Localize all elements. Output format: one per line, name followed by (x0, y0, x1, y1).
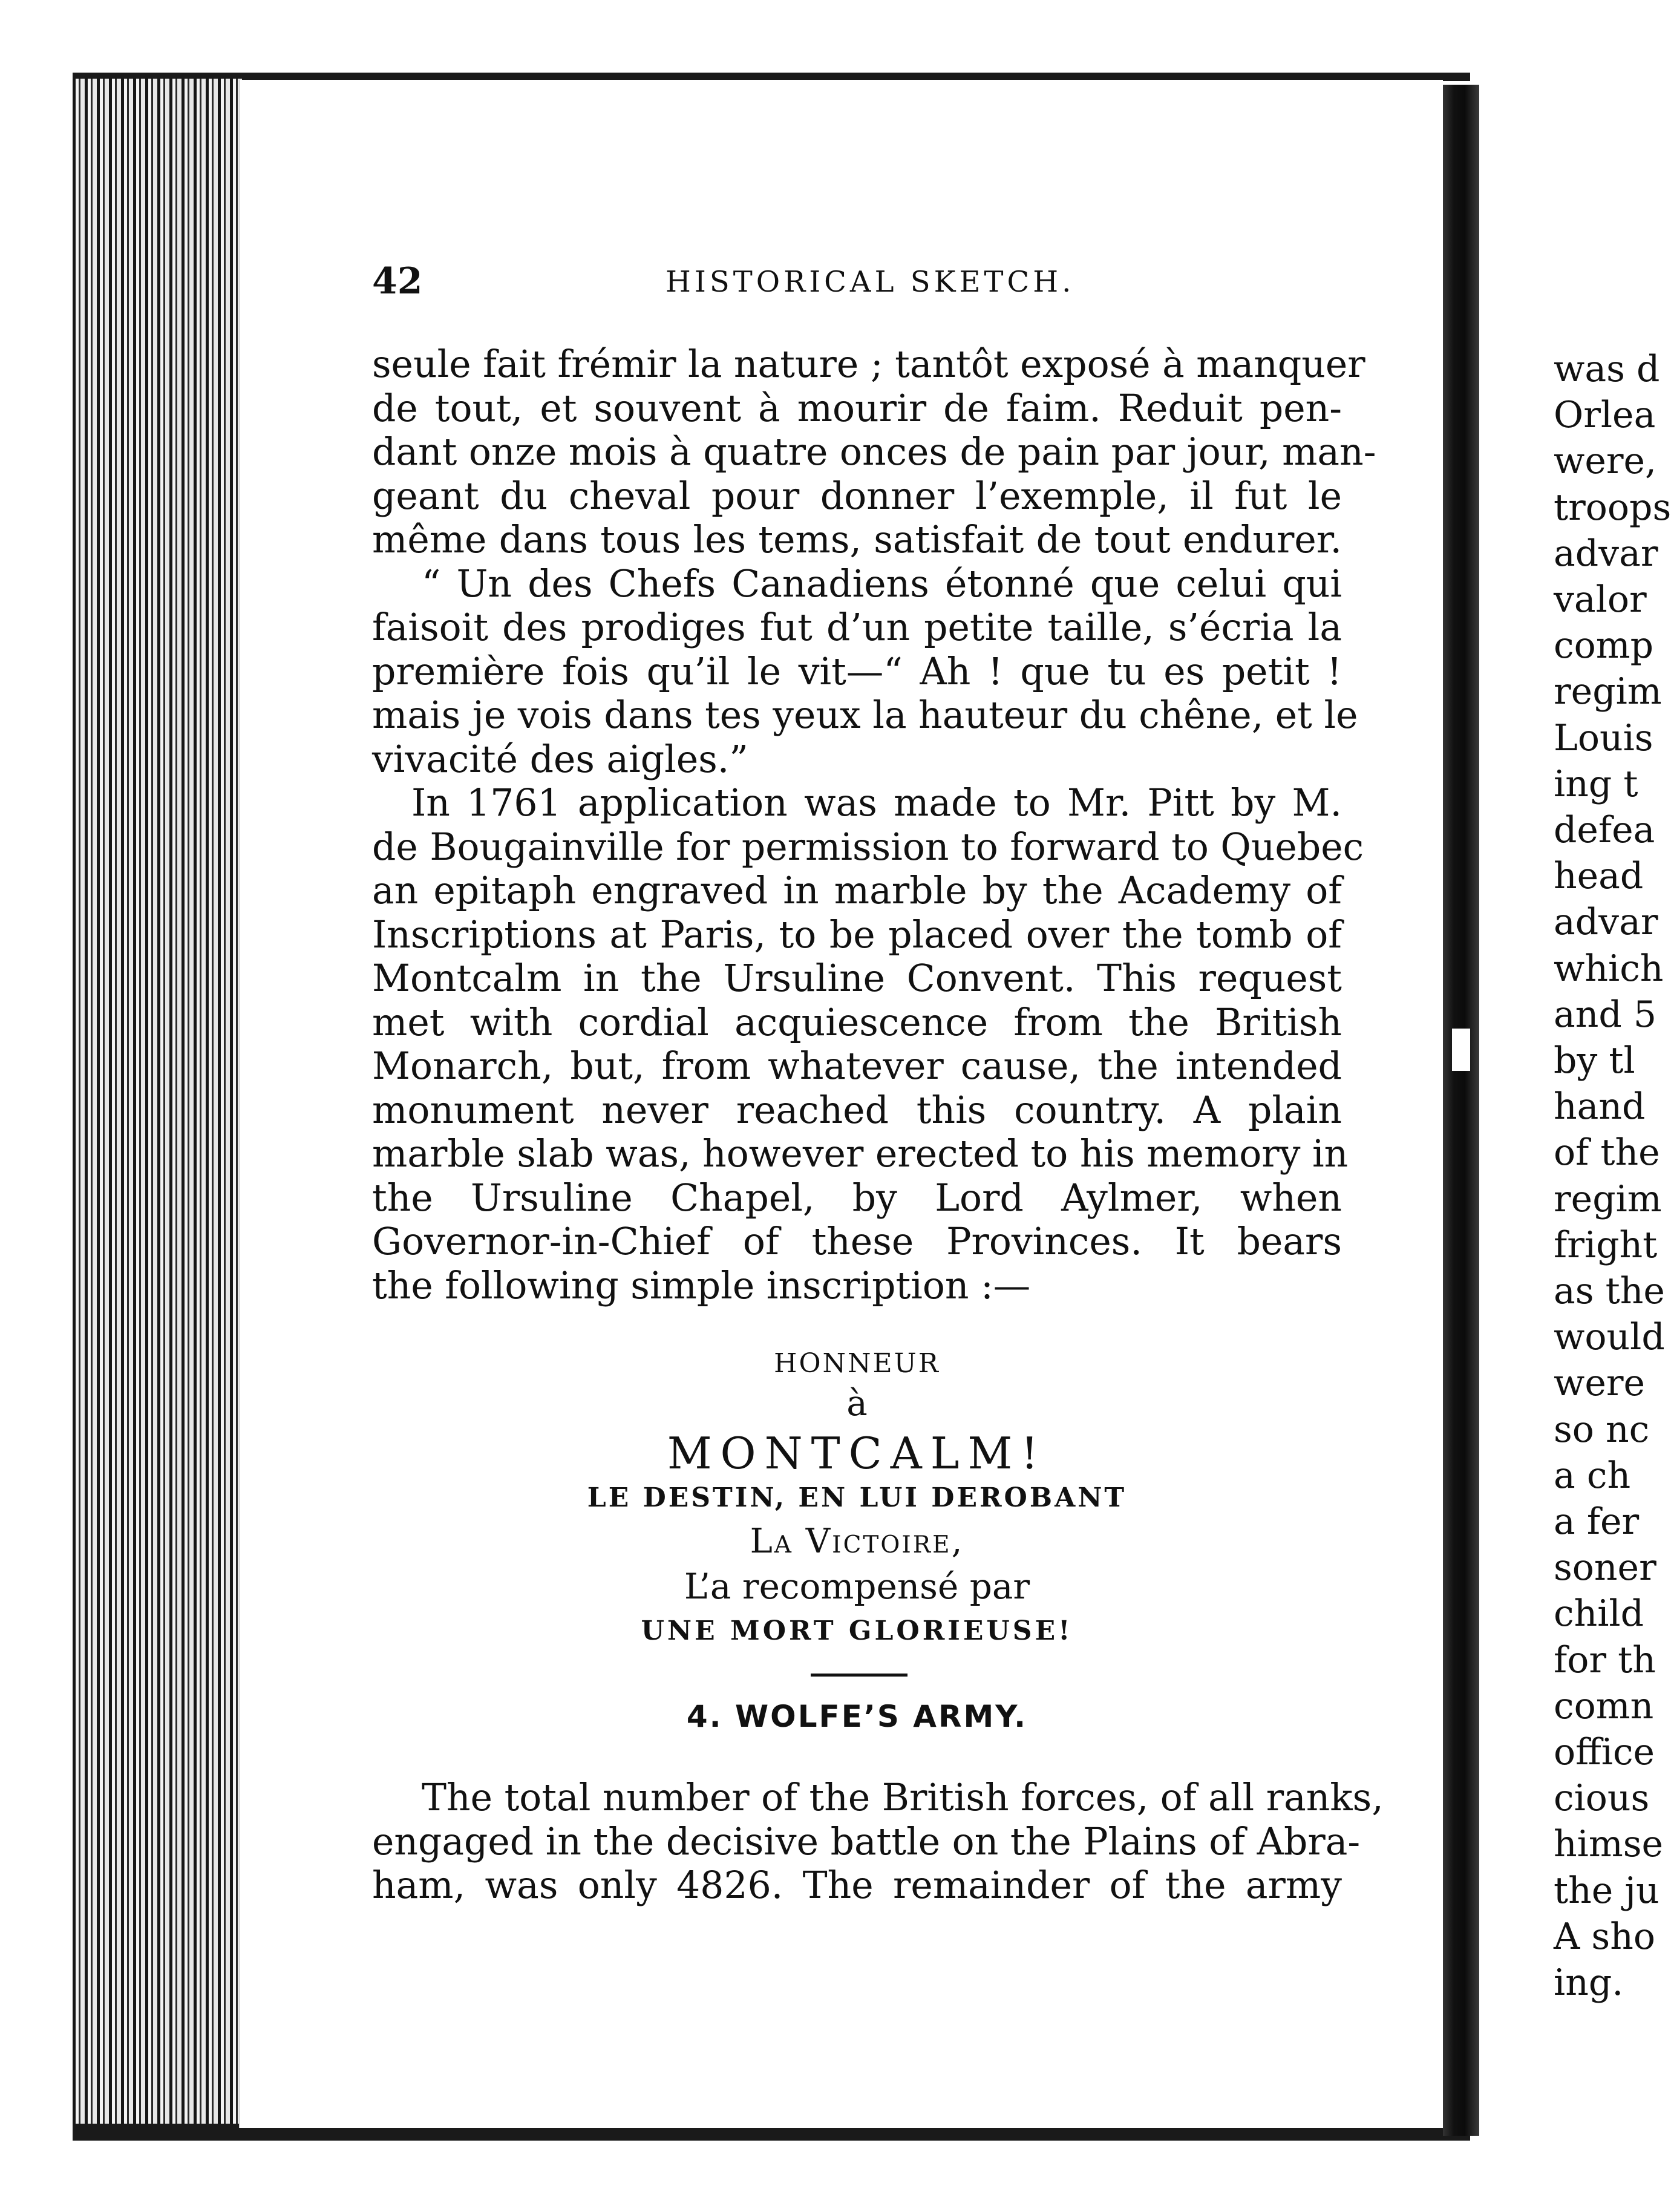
right-page-text-fragment: of the (1554, 1131, 1660, 1174)
right-page-text-fragment: for th (1554, 1638, 1656, 1681)
inscription-victoire: La Victoire, (750, 1522, 964, 1561)
right-page-text-fragment: and 5 (1554, 993, 1657, 1036)
text-line: monument never reached this country. A plain (372, 1088, 1342, 1132)
right-page-text-fragment: comp (1554, 624, 1654, 667)
text-line: vivacité des aigles.” (372, 737, 748, 781)
text-line: dant onze mois à quatre onces de pain par jour, man- (372, 430, 1376, 474)
right-page-text-fragment: the ju (1554, 1869, 1660, 1912)
margin-notch (1452, 1029, 1470, 1071)
right-page-text-fragment: valor (1554, 578, 1647, 621)
text-line: The total number of the British forces, of all ranks, (422, 1776, 1384, 1819)
text-line: Inscriptions at Paris, to be placed over the tomb of (372, 912, 1342, 957)
body-text (372, 342, 1376, 1307)
text-line: ham, was only 4826. The remainder of the army (372, 1864, 1342, 1907)
text-line: première fois qu’il le vit—“ Ah ! que tu es petit ! (372, 649, 1342, 693)
book-gutter (1443, 85, 1479, 2136)
right-page-text-fragment: fright (1554, 1223, 1658, 1266)
right-page-text-fragment: were (1554, 1362, 1646, 1405)
right-page-text-fragment: was d (1554, 348, 1660, 390)
right-page-text-fragment: ing t (1554, 762, 1638, 805)
right-page-text-fragment: child (1554, 1592, 1644, 1635)
right-page-text-fragment: comn (1554, 1684, 1654, 1727)
text-line: an epitaph engraved in marble by the Academy of (372, 869, 1342, 912)
right-page-text-fragment: ing. (1554, 1962, 1624, 2004)
right-page-text-fragment: himse (1554, 1823, 1664, 1866)
right-page-text-fragment: regim (1554, 1177, 1662, 1220)
right-page-text-fragment: Orlea (1554, 394, 1656, 437)
text-line: “ Un des Chefs Canadiens étonné que celui qui (422, 561, 1342, 606)
right-page-text-fragment: a fer (1554, 1500, 1640, 1543)
text-line: de Bougainville for permission to forward to Quebec (372, 825, 1364, 869)
text-line: met with cordial acquiescence from the British (372, 1000, 1342, 1044)
inscription-montcalm: MONTCALM! (667, 1428, 1047, 1479)
text-line: Monarch, but, from whatever cause, the intended (372, 1044, 1342, 1088)
text-line: même dans tous les tems, satisfait de tout endurer. (372, 518, 1342, 561)
text-line: faisoit des prodiges fut d’un petite taille, s’écria la (372, 606, 1342, 649)
right-page-text-fragment: head (1554, 855, 1644, 898)
running-head (372, 260, 1340, 309)
right-page-text-fragment: regim (1554, 670, 1662, 713)
right-page-text-fragment: a ch (1554, 1454, 1631, 1497)
right-page-text-fragment: hand (1554, 1085, 1646, 1128)
right-page-text-fragment: advar (1554, 901, 1658, 944)
text-line: the following simple inscription :— (372, 1263, 1031, 1307)
right-page-text-fragment: soner (1554, 1546, 1656, 1589)
header-title: HISTORICAL SKETCH. (665, 265, 1075, 299)
right-page-text-fragment: advar (1554, 532, 1658, 575)
text-line: geant du cheval pour donner l’exemple, il fut le (372, 474, 1342, 518)
text-line: In 1761 application was made to Mr. Pitt by M. (411, 781, 1342, 825)
text-line: de tout, et souvent à mourir de faim. Reduit pen- (372, 386, 1342, 430)
section-heading: 4. WOLFE’S ARMY. (686, 1699, 1028, 1734)
section-rule (811, 1674, 907, 1677)
right-page-text-fragment: office (1554, 1731, 1655, 1773)
right-page-text-fragment: which (1554, 947, 1664, 990)
right-page-text-fragment: would (1554, 1316, 1665, 1359)
right-page-text-fragment: cious (1554, 1777, 1650, 1820)
text-line: Governor-in-Chief of these Provinces. It bears (372, 1220, 1342, 1263)
right-page-text-fragment: by tl (1554, 1039, 1635, 1082)
text-line: marble slab was, however erected to his memory in (372, 1132, 1349, 1176)
inscription-destin: LE DESTIN, EN LUI DEROBANT (587, 1482, 1127, 1513)
text-line: engaged in the decisive battle on the Plains of Abra- (372, 1819, 1361, 1864)
text-line: the Ursuline Chapel, by Lord Aylmer, when (372, 1176, 1342, 1220)
inscription-mort: UNE MORT GLORIEUSE! (641, 1615, 1073, 1646)
page-number: 42 (372, 260, 423, 303)
right-page-text-fragment: defea (1554, 809, 1655, 851)
section-text (372, 1776, 1384, 1908)
inscription-recompense: L’a recompensé par (684, 1566, 1030, 1607)
right-page-text-fragment: Louis (1554, 716, 1653, 759)
text-line: seule fait frémir la nature ; tantôt exposé à manquer (372, 342, 1365, 386)
text-line: mais je vois dans tes yeux la hauteur du chêne, et le (372, 693, 1358, 737)
right-page-text-fragment: were, (1554, 440, 1657, 483)
inscription-honneur: HONNEUR (774, 1348, 940, 1379)
inscription-a: à (846, 1382, 868, 1424)
right-page-text-fragment: so nc (1554, 1408, 1650, 1451)
right-page-text-fragment: as the (1554, 1270, 1665, 1312)
right-page-text-fragment: troops (1554, 486, 1671, 529)
text-line: Montcalm in the Ursuline Convent. This request (372, 957, 1342, 1000)
right-page-text-fragment: A sho (1554, 1915, 1655, 1958)
page-edges-stack (73, 79, 242, 2130)
